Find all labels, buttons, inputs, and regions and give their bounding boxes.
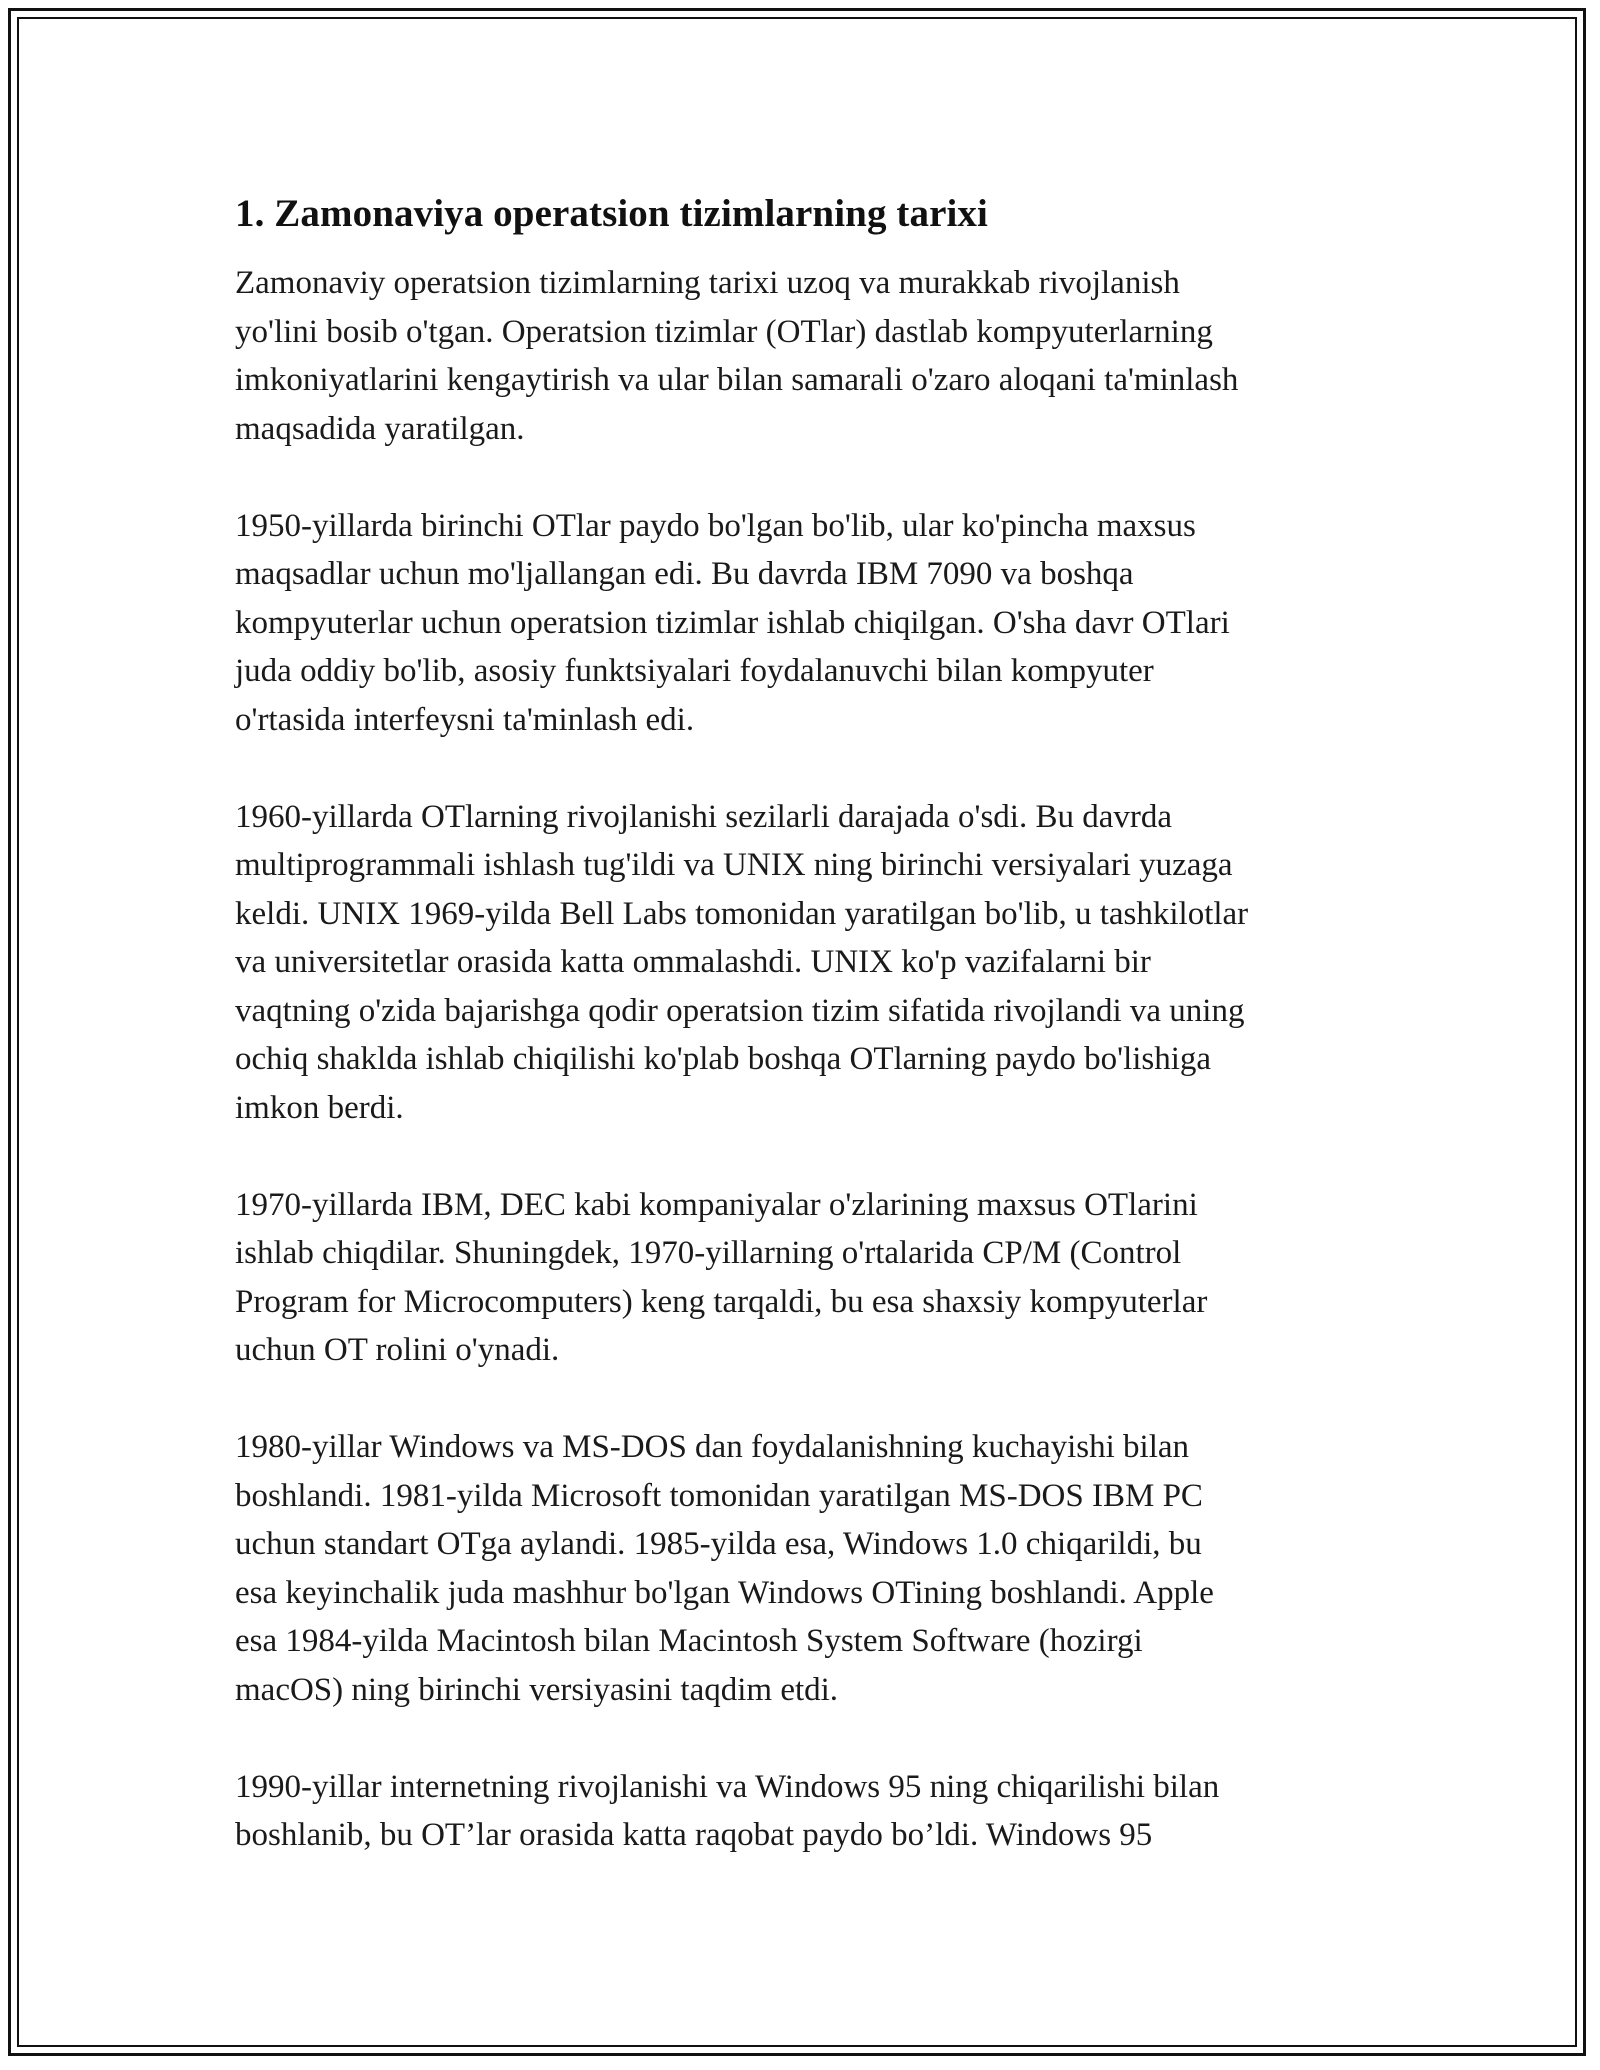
paragraph-line: yo'lini bosib o'tgan. Operatsion tizimlar (OTlar) dastlab kompyuterlarning (235, 313, 1213, 350)
paragraph-line: maqsadida yaratilgan. (235, 410, 525, 447)
paragraph-line: maqsadlar uchun mo'ljallangan edi. Bu davrda IBM 7090 va boshqa (235, 556, 1134, 592)
paragraph (235, 1763, 1375, 1860)
paragraph-line: esa keyinchalik juda mashhur bo'lgan Windows OTining boshlandi. Apple (235, 1574, 1214, 1611)
paragraph-line: 1960-yillarda OTlarning rivojlanishi sezilarli darajada o'sdi. Bu davrda (235, 798, 1173, 835)
paragraph (235, 793, 1375, 1133)
paragraph-line: boshlandi. 1981-yilda Microsoft tomonidan yaratilgan MS-DOS IBM PC (235, 1477, 1203, 1514)
paragraph-line: uchun OT rolini o'ynadi. (235, 1332, 560, 1368)
paragraph-line: ishlab chiqdilar. Shuningdek, 1970-yillarning o'rtalarida CP/M (Control (235, 1235, 1182, 1271)
paragraph-line: vaqtning o'zida bajarishga qodir operatsion tizim sifatida rivojlandi va uning (235, 992, 1245, 1029)
paragraph (235, 1181, 1375, 1375)
paragraph (235, 1423, 1375, 1714)
paragraph-line: o'rtasida interfeysni ta'minlash edi. (235, 701, 695, 738)
paragraph-line: 1990-yillar internetning rivojlanishi va Windows 95 ning chiqarilishi bilan (235, 1768, 1220, 1805)
paragraph-line: multiprogrammali ishlash tug'ildi va UNIX ning birinchi versiyalari yuzaga (235, 847, 1233, 883)
paragraph-line: keldi. UNIX 1969-yilda Bell Labs tomonidan yaratilgan bo'lib, u tashkilotlar (235, 895, 1249, 932)
paragraph-line: 1980-yillar Windows va MS-DOS dan foydalanishning kuchayishi bilan (235, 1429, 1190, 1465)
paragraph-line: imkoniyatlarini kengaytirish va ular bilan samarali o'zaro aloqani ta'minlash (235, 362, 1239, 398)
paragraph-line: va universitetlar orasida katta ommalashdi. UNIX ko'p vazifalarni bir (235, 944, 1151, 980)
paragraph-line: ochiq shaklda ishlab chiqilishi ko'plab boshqa OTlarning paydo bo'lishiga (235, 1041, 1212, 1077)
paragraph (235, 259, 1375, 453)
paragraph-list (235, 259, 1375, 1860)
paragraph (235, 502, 1375, 745)
paragraph-line: 1950-yillarda birinchi OTlar paydo bo'lgan bo'lib, ular ko'pincha maxsus (235, 507, 1196, 544)
document-body (235, 187, 1375, 1908)
paragraph-line: Zamonaviy operatsion tizimlarning tarixi uzoq va murakkab rivojlanish (235, 265, 1180, 301)
paragraph-line: Program for Microcomputers) keng tarqaldi, bu esa shaxsiy kompyuterlar (235, 1283, 1208, 1320)
paragraph-line: esa 1984-yilda Macintosh bilan Macintosh System Software (hozirgi (235, 1623, 1143, 1659)
paragraph-line: uchun standart OTga aylandi. 1985-yilda esa, Windows 1.0 chiqarildi, bu (235, 1526, 1202, 1562)
paragraph-line: imkon berdi. (235, 1089, 404, 1126)
paragraph-line: juda oddiy bo'lib, asosiy funktsiyalari foydalanuvchi bilan kompyuter (235, 653, 1154, 689)
paragraph-line: boshlanib, bu OT’lar orasida katta raqobat paydo bo’ldi. Windows 95 (235, 1817, 1153, 1853)
section-heading: 1. Zamonaviya operatsion tizimlarning tarixi (235, 192, 988, 235)
paragraph-line: kompyuterlar uchun operatsion tizimlar ishlab chiqilgan. O'sha davr OTlari (235, 604, 1230, 641)
paragraph-line: 1970-yillarda IBM, DEC kabi kompaniyalar o'zlarining maxsus OTlarini (235, 1186, 1198, 1223)
paragraph-line: macOS) ning birinchi versiyasini taqdim etdi. (235, 1671, 839, 1708)
